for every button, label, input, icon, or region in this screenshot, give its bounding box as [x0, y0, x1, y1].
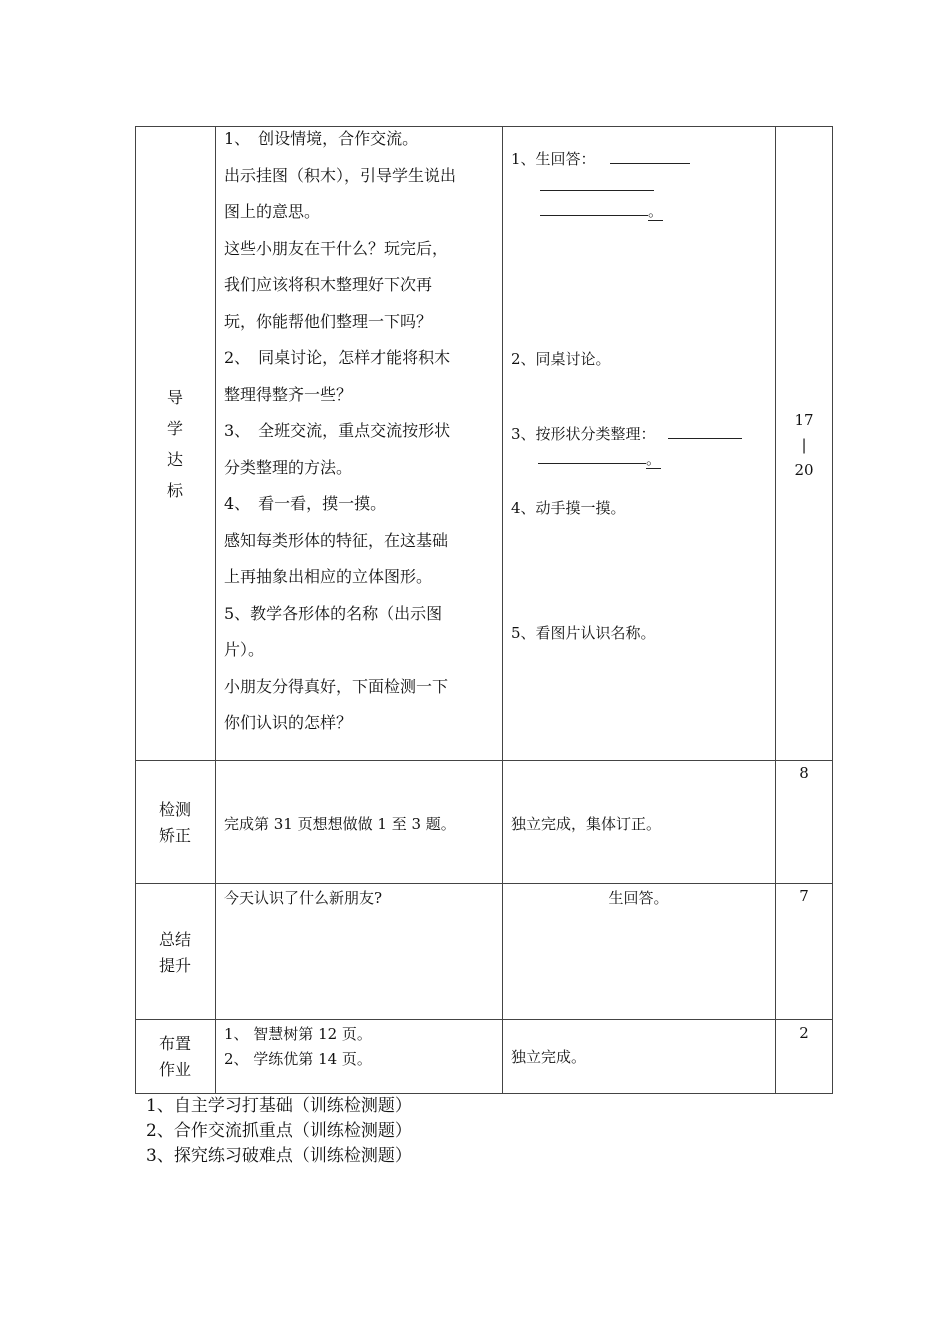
guide-teacher-activities	[224, 121, 499, 742]
row-divider	[135, 883, 833, 884]
student-item-2: 2、同桌讨论。	[511, 350, 611, 368]
answer-blank-line	[538, 448, 661, 469]
summary-student-text: 生回答。	[608, 889, 669, 907]
check-time: 8	[799, 764, 809, 782]
answer-blank	[668, 424, 742, 439]
teacher-line: 5、教学各形体的名称（出示图	[224, 603, 443, 623]
teacher-line: 出示挂图（积木），引导学生说出	[224, 165, 457, 185]
table-border-right	[832, 126, 833, 1093]
student-item-4: 4、动手摸一摸。	[511, 499, 626, 517]
guide-label-char: 导	[166, 388, 183, 407]
teacher-line: 上再抽象出相应的立体图形。	[224, 567, 433, 586]
label-line: 作业	[158, 1060, 191, 1079]
answer-blank	[610, 149, 690, 164]
label-line: 矫正	[158, 826, 191, 845]
guide-label-char: 达	[166, 450, 183, 469]
teacher-line: 3、 全班交流，重点交流按形状	[224, 421, 451, 440]
label-line: 总结	[158, 930, 191, 949]
teacher-line: 1、 创设情境，合作交流。	[224, 129, 419, 148]
label-line: 布置	[158, 1034, 191, 1053]
footer-item: 2、合作交流抓重点（训练检测题）	[146, 1121, 412, 1141]
column-divider	[502, 126, 503, 1093]
answer-blank	[540, 176, 654, 191]
row-divider	[135, 760, 833, 761]
footer-item: 3、探究练习破难点（训练检测题）	[146, 1146, 412, 1166]
homework-teacher-text	[224, 1022, 372, 1072]
teacher-line: 图上的意思。	[224, 202, 321, 221]
footer-item: 1、自主学习打基础（训练检测题）	[146, 1096, 412, 1116]
answer-blank	[540, 201, 648, 216]
answer-blank-end: 。	[648, 202, 664, 220]
column-divider	[215, 126, 216, 1093]
homework-section-label	[135, 1031, 215, 1083]
row-divider	[135, 1019, 833, 1020]
teacher-line: 2、 同桌讨论，怎样才能将积木	[224, 348, 451, 367]
answer-blank-end: 。	[646, 450, 662, 468]
label-line: 检测	[158, 800, 191, 819]
teacher-line: 我们应该将积木整理好下次再	[224, 275, 433, 294]
homework-item: 2、 学练优第 14 页。	[224, 1050, 372, 1068]
teacher-line: 片）。	[224, 640, 265, 659]
answer-blank	[538, 449, 646, 464]
answer-blank-line	[540, 200, 663, 221]
guide-label-char: 标	[166, 481, 183, 500]
teacher-line: 玩，你能帮他们整理一下吗？	[224, 311, 433, 331]
student-item-3	[511, 423, 742, 444]
guide-time	[776, 408, 832, 483]
teacher-line: 4、 看一看，摸一摸。	[224, 494, 387, 513]
summary-teacher-text: 今天认识了什么新朋友?	[224, 889, 383, 907]
time-value: 17	[794, 411, 814, 429]
check-teacher-text: 完成第 31 页想想做做 1 至 3 题。	[224, 815, 456, 833]
student-item-1	[511, 148, 690, 169]
column-divider	[775, 126, 776, 1093]
summary-section-label	[135, 927, 215, 979]
answer-blank-line	[540, 176, 654, 195]
teacher-line: 小朋友分得真好，下面检测一下	[224, 676, 449, 696]
summary-time: 7	[799, 887, 809, 905]
guide-label-char: 学	[166, 419, 183, 438]
student-item-1-text: 1、生回答：	[511, 150, 596, 168]
check-section-label	[135, 797, 215, 849]
label-line: 提升	[158, 956, 191, 975]
time-separator: |	[801, 436, 807, 454]
teacher-line: 感知每类形体的特征，在这基础	[224, 530, 449, 550]
time-value: 20	[794, 461, 814, 479]
student-item-5: 5、看图片认识名称。	[511, 624, 656, 642]
footer-list	[146, 1094, 412, 1169]
teacher-line: 分类整理的方法。	[224, 457, 353, 477]
homework-time: 2	[799, 1024, 809, 1042]
student-item-3-text: 3、按形状分类整理：	[511, 425, 656, 443]
homework-item: 1、 智慧树第 12 页。	[224, 1025, 372, 1043]
check-student-text: 独立完成，集体订正。	[511, 815, 662, 833]
teacher-line: 你们认识的怎样？	[224, 713, 353, 732]
homework-student-text: 独立完成。	[511, 1048, 587, 1066]
teacher-line: 这些小朋友在干什么？玩完后，	[224, 238, 449, 258]
guide-section-label	[160, 382, 190, 506]
teacher-line: 整理得整齐一些？	[224, 384, 353, 404]
